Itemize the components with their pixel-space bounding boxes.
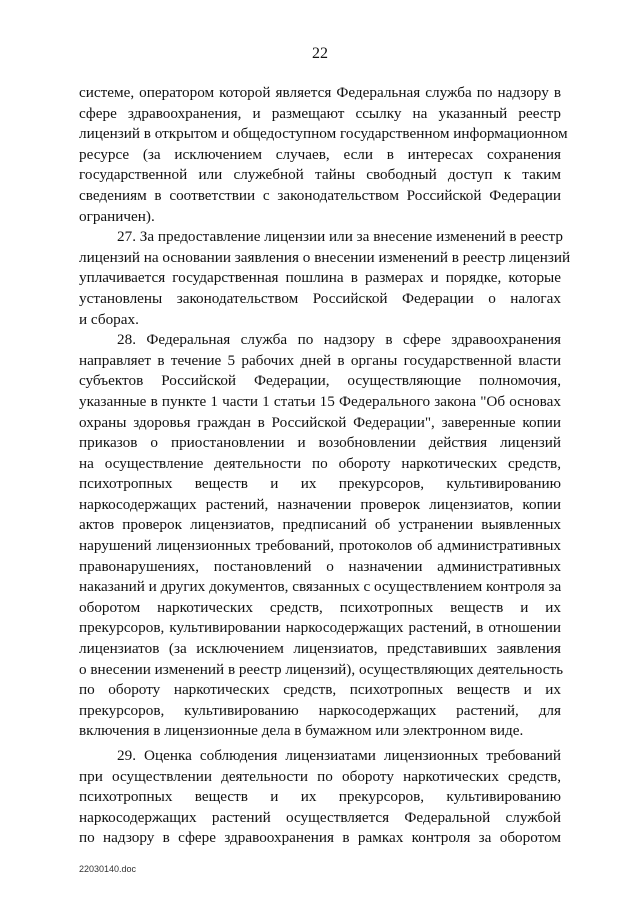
- paragraph-28-first-line: 28. Федеральная служба по надзору в сфере здравоохранения: [117, 331, 561, 349]
- text-line: сфере здравоохранения, и размещают ссылку на указанный реестр: [79, 104, 561, 122]
- text-line: прекурсоров, культивированию наркосодержащих растений, для: [79, 701, 561, 719]
- text-line: психотропных веществ и их прекурсоров, культивированию: [79, 475, 561, 493]
- text-line: сведениям в соответствии с законодательством Российской Федерации: [79, 186, 561, 204]
- text-line: системе, оператором которой является Федеральная служба по надзору в: [79, 84, 561, 101]
- text-line: актов проверок лицензиатов, предписаний об устранении выявленных: [79, 516, 561, 534]
- text-line: о внесении изменений в реестр лицензий), осуществляющих деятельность: [79, 660, 564, 678]
- text-line: психотропных веществ и их прекурсоров, культивированию: [79, 788, 561, 806]
- text-line: ресурсе (за исключением случаев, если в интересах сохранения: [79, 145, 561, 163]
- page-number: 22: [312, 45, 328, 62]
- text-line: субъектов Российской Федерации, осуществляющие полномочия,: [79, 372, 561, 390]
- text-line: указанные в пункте 1 части 1 статьи 15 Федерального закона "Об основах: [79, 392, 561, 410]
- text-line: по обороту наркотических средств, психотропных веществ и их: [79, 681, 561, 699]
- paragraph-27-first-line: 27. За предоставление лицензии или за внесение изменений в реестр: [117, 228, 563, 246]
- text-line: лицензиатов (за исключением лицензиатов, представивших заявления: [79, 640, 561, 658]
- text-line: и сборах.: [79, 310, 139, 328]
- text-line: включения в лицензионные дела в бумажном или электронном виде.: [79, 722, 524, 740]
- text-line: при осуществлении деятельности по обороту наркотических средств,: [79, 767, 561, 785]
- text-line: лицензий в открытом и общедоступном государственном информационном: [79, 125, 568, 143]
- paragraph-29-first-line: 29. Оценка соблюдения лицензиатами лицензионных требований: [117, 747, 561, 764]
- text-line: лицензий на основании заявления о внесении изменений в реестр лицензий: [79, 248, 571, 266]
- document-body: [79, 83, 571, 849]
- text-line: прекурсоров, культивировании наркосодержащих растений, в отношении: [79, 619, 561, 637]
- text-line: наказаний и других документов, связанных с осуществлением контроля за: [79, 578, 562, 596]
- text-line: наркосодержащих растений осуществляется Федеральной службой: [79, 808, 561, 826]
- text-line: уплачивается государственная пошлина в размерах и порядке, которые: [79, 269, 561, 287]
- text-line: ограничен).: [79, 207, 155, 225]
- text-line: государственной или служебной тайны свободный доступ к таким: [79, 166, 561, 184]
- text-line: нарушений лицензионных требований, протоколов об административных: [79, 537, 561, 555]
- footer-filename: 22030140.doc: [79, 864, 137, 874]
- text-line: охраны здоровья граждан в Российской Федерации", заверенные копии: [79, 413, 561, 431]
- text-line: правонарушениях, постановлений о назначении административных: [79, 557, 561, 575]
- text-line: направляет в течение 5 рабочих дней в органы государственной власти: [79, 351, 561, 369]
- text-line: приказов о приостановлении и возобновлении действия лицензий: [79, 434, 561, 452]
- text-line: установлены законодательством Российской Федерации о налогах: [79, 289, 561, 307]
- text-line: наркосодержащих растений, назначении проверок лицензиатов, копии: [79, 495, 561, 513]
- text-line: оборотом наркотических средств, психотропных веществ и их: [79, 598, 561, 616]
- text-line: по надзору в сфере здравоохранения в рамках контроля за оборотом: [79, 829, 561, 847]
- text-line: на осуществление деятельности по обороту наркотических средств,: [79, 454, 561, 472]
